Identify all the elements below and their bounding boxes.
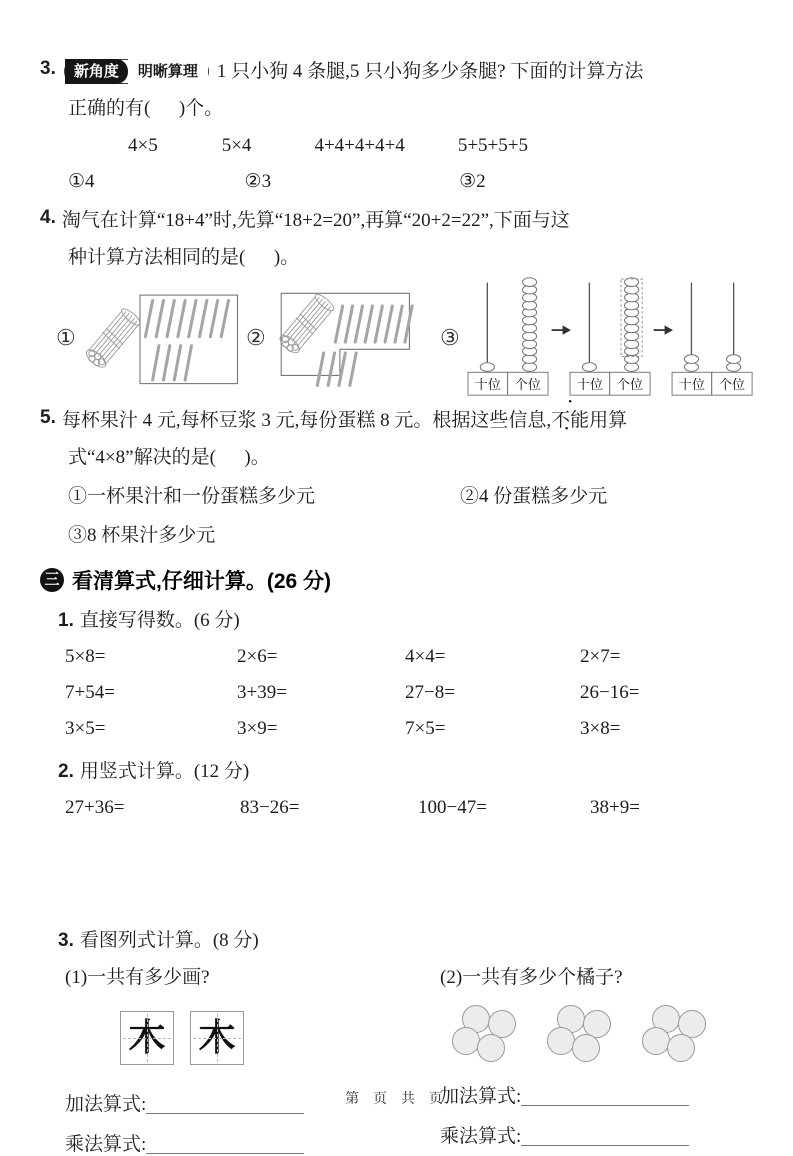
section-three-icon: 三 (40, 568, 64, 592)
loose-sticks (145, 301, 228, 380)
tens-place-label: 十位 (474, 377, 501, 393)
circled-2-label: ② (246, 325, 266, 350)
question-4-text-line1: 淘气在计算“18+4”时,先算“18+2=20”,再算“20+2=22”,下面与这 (61, 210, 570, 231)
picture-calc-label: 看图列式计算。(8 分) (79, 930, 259, 951)
section-three-title: 看清算式,仔细计算。(26 分) (72, 570, 332, 593)
calc-item: 26−16= (580, 682, 640, 703)
question-3-text-line1: 1 只小狗 4 条腿,5 只小狗多少条腿? 下面的计算方法 (216, 61, 644, 82)
question-4 (40, 207, 765, 234)
sticks-figure-2 (274, 286, 432, 390)
figure-option-1 (56, 286, 242, 390)
figure-option-2 (246, 286, 432, 390)
circled-1-label: ① (56, 325, 76, 350)
calc-item: 3×5= (65, 718, 106, 739)
vertical-calc-label: 用竖式计算。(12 分) (79, 761, 250, 782)
q5-text-pre: 每杯果汁 4 元,每杯豆浆 3 元,每份蛋糕 8 元。根据这些信息, (61, 410, 552, 431)
arrow-icon (552, 326, 673, 334)
abacus-figure (468, 279, 753, 397)
calc-item: 3×8= (580, 718, 621, 739)
question-4-number: 4. (40, 207, 56, 228)
orange-clusters (452, 1001, 720, 1067)
calc-item: 27+36= (65, 797, 125, 818)
calc-item: 100−47= (418, 797, 487, 818)
multiplication-label: 乘法算式: (65, 1134, 147, 1155)
vertical-calc-number: 2. (58, 761, 74, 782)
direct-calc-grid (40, 646, 765, 740)
q5-emphasized-text: 不能 • • (551, 410, 589, 431)
calc-item: 3×9= (237, 718, 278, 739)
orange-cluster (643, 1006, 706, 1062)
loose-sticks (317, 306, 412, 385)
tens-place-label: 十位 (678, 377, 706, 393)
question-3-number: 3. (40, 58, 56, 79)
calc-item: 3+39= (237, 682, 287, 703)
expression: 5+5+5+5 (457, 135, 528, 156)
ones-place-label: 个位 (616, 377, 644, 393)
ones-place-label: 个位 (718, 377, 746, 393)
direct-calc-label: 直接写得数。(6 分) (79, 610, 240, 631)
choice-3: ③2 (459, 171, 486, 192)
picture-part-2 (440, 964, 765, 1156)
calc-item: 7+54= (65, 682, 115, 703)
question-4-text-line2: 种计算方法相同的是( )。 (68, 247, 300, 268)
calc-item: 7×5= (405, 718, 446, 739)
abacus-beads (480, 278, 740, 372)
badge-group (64, 59, 209, 84)
question-3 (40, 58, 765, 85)
calc-item: 5×8= (65, 646, 106, 667)
question-5-text-line1 (62, 407, 627, 434)
question-5-number: 5. (40, 407, 56, 428)
hanzi-grid-box: 木 (190, 1011, 244, 1065)
question-3-choices (40, 170, 765, 193)
picture-calc-body (40, 964, 765, 1156)
orange-cluster (453, 1006, 516, 1062)
calc-item: 27−8= (405, 682, 455, 703)
hanzi-grid-box: 木 (120, 1011, 174, 1065)
calc-item: 83−26= (240, 797, 300, 818)
calc-item: 38+9= (590, 797, 640, 818)
section-three-header (40, 565, 765, 595)
figure-option-3 (440, 279, 753, 397)
ones-place-label: 个位 (514, 377, 542, 393)
picture-calc-title (40, 927, 765, 954)
answer-blank-line (146, 1136, 304, 1154)
multiplication-answer-row (440, 1121, 765, 1148)
clarify-reasoning-badge: 明晰算理 (128, 59, 208, 84)
question-4-figures (40, 279, 765, 397)
calc-item: 2×7= (580, 646, 621, 667)
direct-calc-number: 1. (58, 610, 74, 631)
calc-item: 2×6= (237, 646, 278, 667)
orange-cluster (548, 1006, 611, 1062)
expression: 5×4 (221, 135, 252, 156)
choice-2: ②4 份蛋糕多少元 (460, 486, 608, 507)
stick-bundle-icon (277, 292, 336, 356)
working-space (40, 819, 765, 915)
question-5-choices (40, 483, 765, 510)
hanzi-boxes (120, 1011, 440, 1065)
multiplication-answer-row (65, 1129, 440, 1156)
expression: 4+4+4+4+4 (314, 135, 405, 156)
circled-3-label: ③ (440, 325, 460, 350)
question-3-expressions (40, 135, 765, 157)
tens-place-label: 十位 (576, 377, 604, 393)
new-angle-badge: 新角度 (65, 59, 128, 84)
question-5 (40, 407, 765, 434)
addition-label: 加法算式: (440, 1086, 522, 1107)
choice-3: ③8 杯果汁多少元 (68, 525, 216, 546)
choice-1: ①一杯果汁和一份蛋糕多少元 (68, 486, 316, 507)
part-1-question: (1)一共有多少画? (65, 967, 210, 988)
choice-2: ②3 (244, 171, 272, 192)
addition-label: 加法算式: (65, 1094, 147, 1115)
part-2-question: (2)一共有多少个橘子? (440, 967, 623, 988)
question-5-text-line2: 式“4×8”解决的是( )。 (68, 447, 270, 468)
answer-blank-line (521, 1128, 689, 1146)
stick-bundle-icon (83, 306, 142, 370)
direct-calc-title (40, 607, 765, 634)
choice-1: ①4 (68, 171, 95, 192)
multiplication-label: 乘法算式: (440, 1126, 522, 1147)
vertical-calc-title (40, 758, 765, 785)
place-label-boxes (468, 372, 752, 395)
question-3-text-line2: 正确的有( )个。 (68, 98, 224, 119)
picture-part-1 (40, 964, 440, 1156)
expression: 4×5 (128, 135, 158, 156)
calc-item: 4×4= (405, 646, 446, 667)
picture-calc-number: 3. (58, 930, 74, 951)
oranges-figure (452, 1001, 765, 1067)
sticks-figure-1 (84, 286, 242, 390)
footer-page-label: 第 页 共 页 (345, 1090, 448, 1106)
q5-text-post: 用算 (589, 410, 628, 431)
vertical-calc-row (40, 797, 765, 819)
